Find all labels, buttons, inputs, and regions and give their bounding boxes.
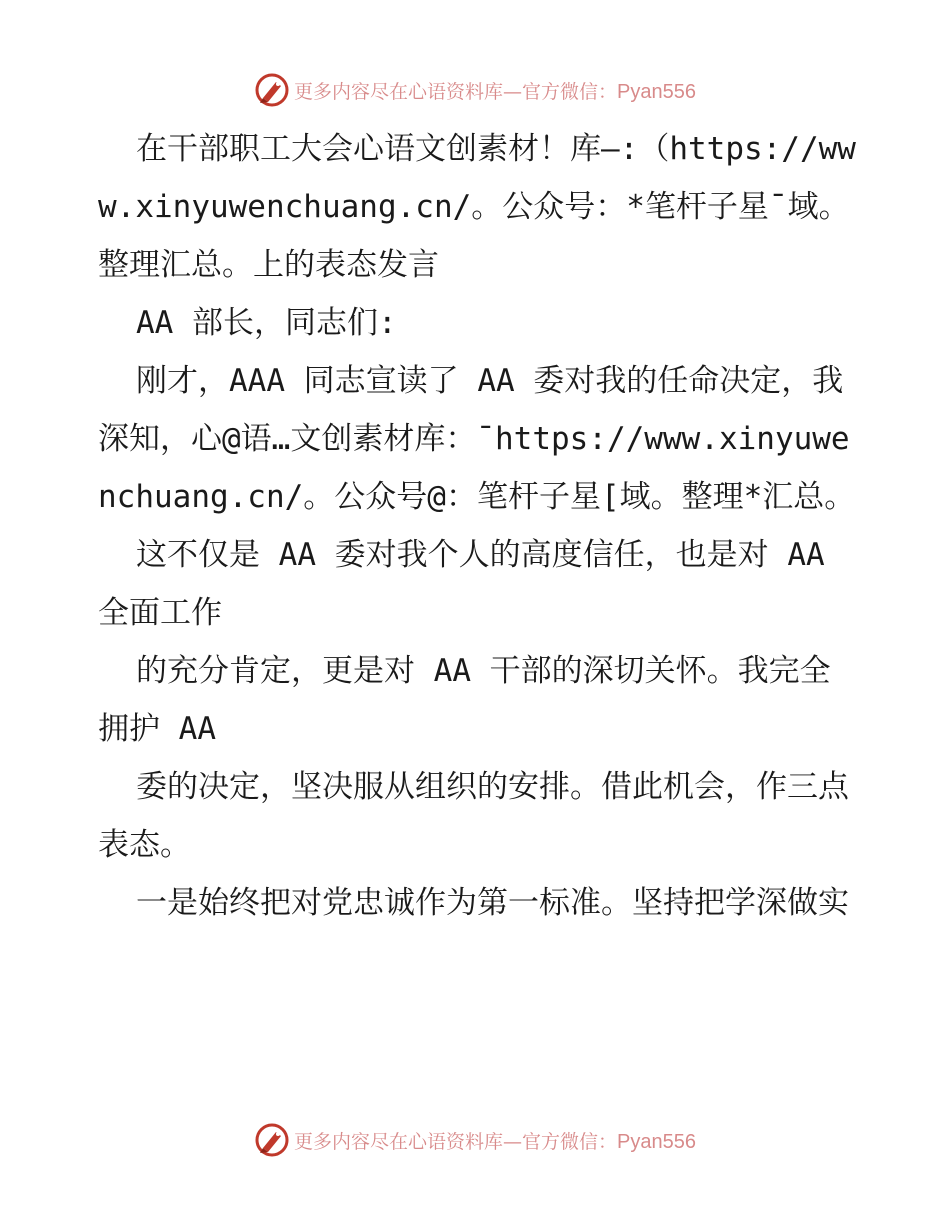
header-banner-text: 更多内容尽在心语资料库—官方微信：: [294, 80, 618, 103]
pen-logo-icon: [254, 72, 290, 108]
paragraph: 在干部职工大会心语文创素材！库—:（https://www.xinyuwenchuang.cn/。公众号：*笔杆子星¯域。整理汇总。上的表态发言: [98, 131, 856, 283]
pen-logo-icon: [254, 1122, 290, 1158]
paragraph: 委的决定，坚决服从组织的安排。借此机会，作三点表态。: [98, 769, 849, 863]
header-banner-id: Pyan556: [617, 80, 696, 103]
footer-banner-text: 更多内容尽在心语资料库—官方微信：: [294, 1130, 618, 1153]
paragraph: 这不仅是 AA 委对我个人的高度信任，也是对 AA 全面工作: [98, 537, 825, 631]
paragraph: 刚才，AAA 同志宣读了 AA 委对我的任命决定，我深知，心@语…文创素材库：¯https://www.xinyuwenchuang.cn/。公众号@：笔杆子星[域。整理*汇总。: [98, 363, 856, 515]
document-body: [98, 120, 858, 932]
paragraph: 一是始终把对党忠诚作为第一标准。坚持把学深做实: [136, 885, 849, 921]
header-banner: [0, 70, 950, 110]
paragraph: 的充分肯定，更是对 AA 干部的深切关怀。我完全拥护 AA: [98, 653, 831, 747]
footer-banner-id: Pyan556: [617, 1130, 696, 1153]
footer-banner: [0, 1120, 950, 1160]
paragraph: AA 部长，同志们:: [136, 305, 397, 341]
